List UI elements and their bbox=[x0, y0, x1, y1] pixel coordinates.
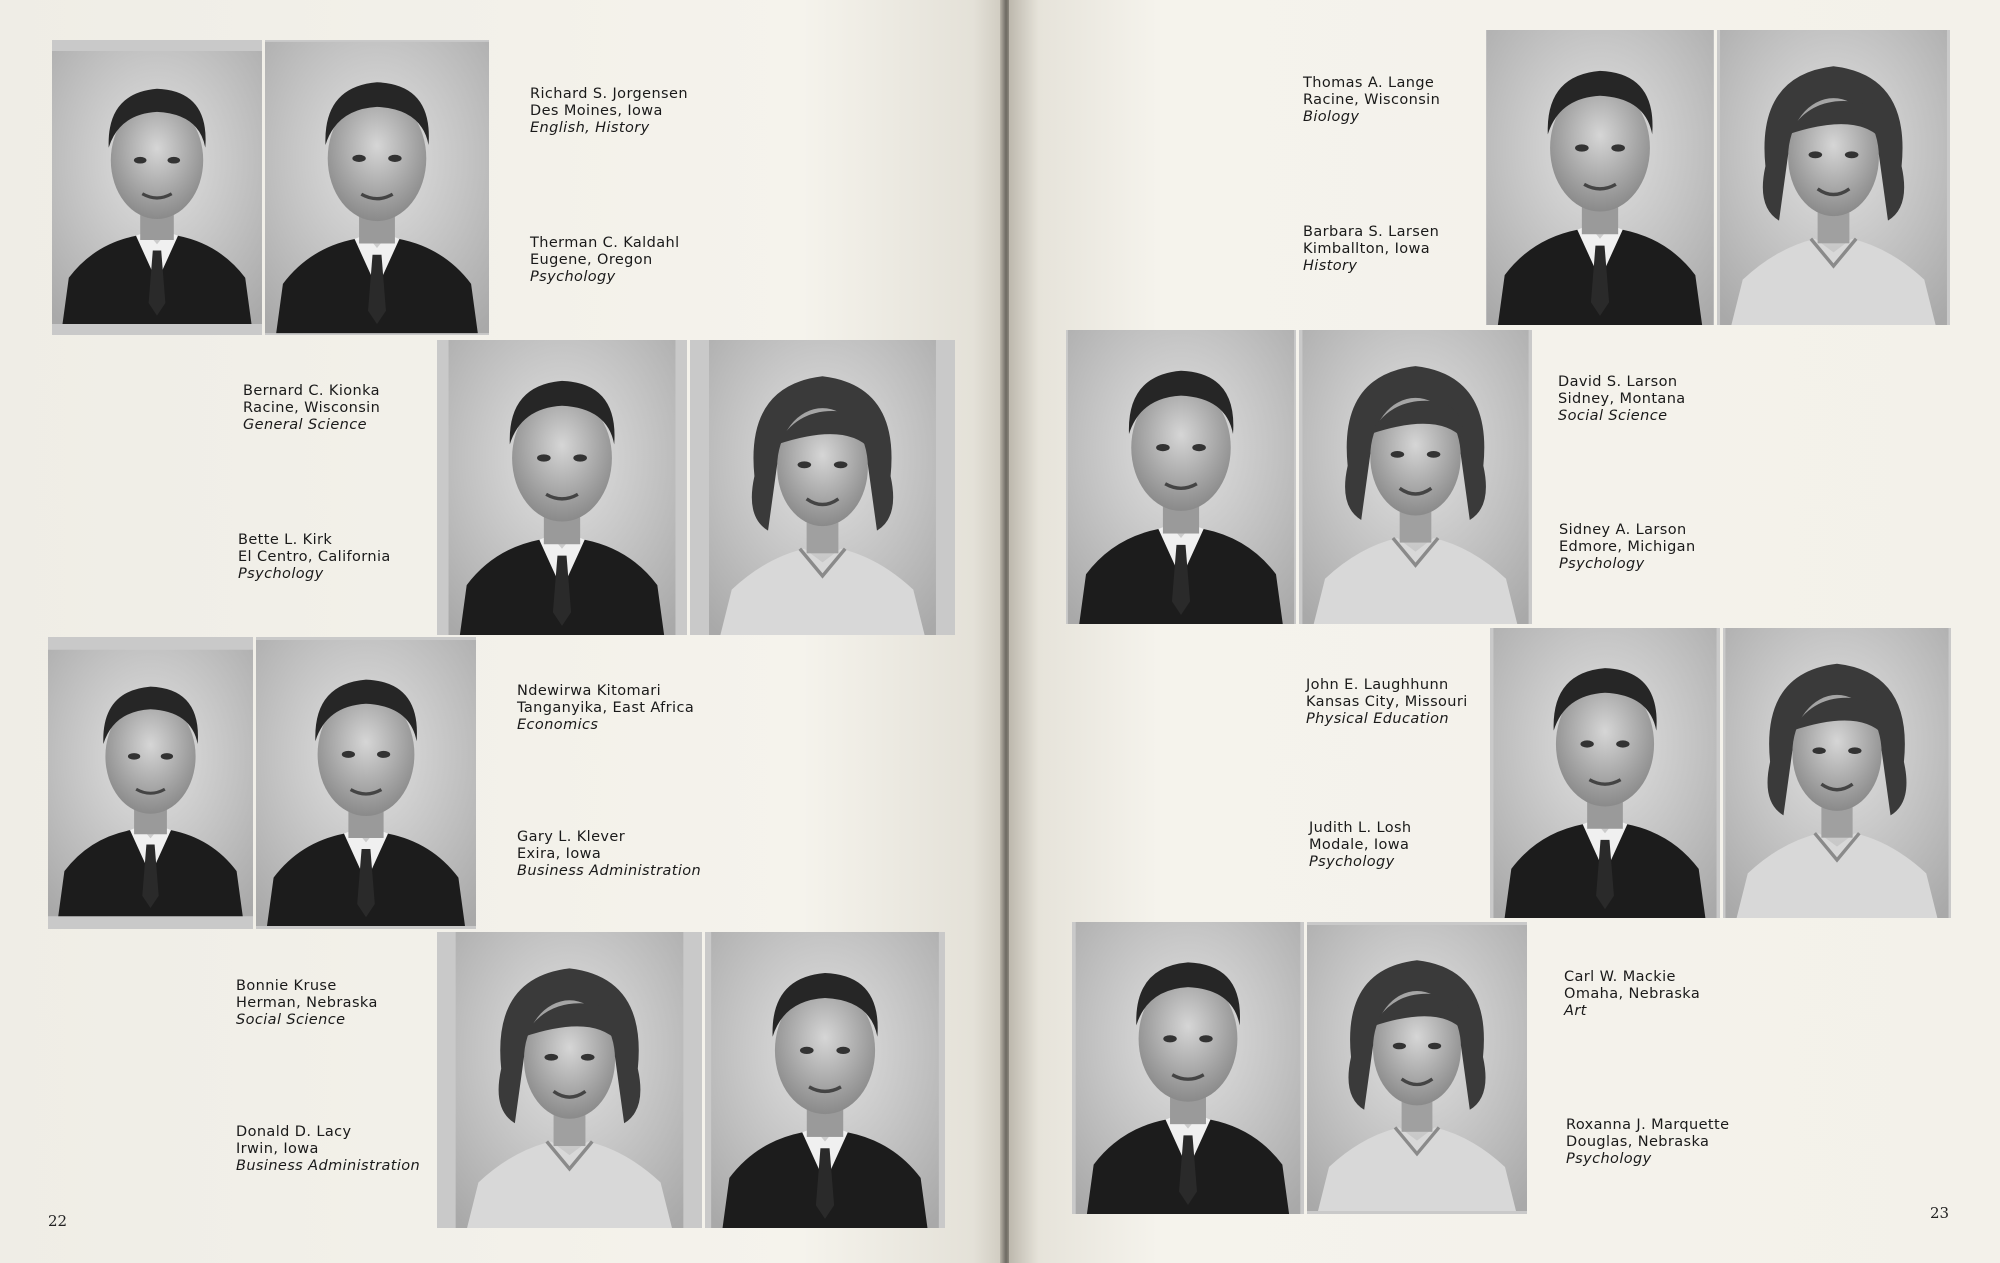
student-entry bbox=[236, 978, 378, 1029]
student-major: Psychology bbox=[1309, 854, 1395, 870]
student-entry bbox=[1306, 677, 1468, 728]
student-hometown: Des Moines, Iowa bbox=[530, 103, 663, 119]
student-major: Psychology bbox=[530, 269, 616, 285]
student-name: Donald D. Lacy bbox=[236, 1124, 352, 1140]
student-entry bbox=[238, 532, 391, 583]
student-entry bbox=[1303, 75, 1440, 126]
student-name: Gary L. Klever bbox=[517, 829, 626, 845]
portrait-photo-kirk bbox=[690, 340, 955, 635]
student-major: Physical Education bbox=[1306, 711, 1449, 727]
student-hometown: Modale, Iowa bbox=[1309, 837, 1410, 853]
student-name: Sidney A. Larson bbox=[1559, 522, 1687, 538]
student-entry bbox=[1564, 969, 1700, 1020]
student-major: Psychology bbox=[238, 566, 324, 582]
student-hometown: Racine, Wisconsin bbox=[243, 400, 381, 416]
student-major: Economics bbox=[517, 717, 599, 733]
student-entry bbox=[1309, 820, 1412, 871]
student-hometown: Edmore, Michigan bbox=[1559, 539, 1696, 555]
student-major: Biology bbox=[1303, 109, 1360, 125]
student-name: David S. Larson bbox=[1558, 374, 1678, 390]
student-name: Carl W. Mackie bbox=[1564, 969, 1676, 985]
student-hometown: Eugene, Oregon bbox=[530, 252, 653, 268]
portrait-photo-jorgensen bbox=[52, 40, 262, 335]
student-entry bbox=[236, 1124, 420, 1175]
student-entry bbox=[517, 829, 701, 880]
student-hometown: Irwin, Iowa bbox=[236, 1141, 319, 1157]
student-entry bbox=[1559, 522, 1696, 573]
student-name: Therman C. Kaldahl bbox=[530, 235, 680, 251]
portrait-photo-laughhunn bbox=[1490, 628, 1720, 918]
student-major: Business Administration bbox=[236, 1158, 421, 1174]
student-name: Judith L. Losh bbox=[1309, 820, 1412, 836]
portrait-photo-lacy bbox=[705, 932, 945, 1228]
portrait-photo-sidney-larson bbox=[1299, 330, 1532, 624]
student-entry bbox=[517, 683, 694, 734]
student-entry bbox=[1558, 374, 1686, 425]
student-hometown: Tanganyika, East Africa bbox=[517, 700, 695, 716]
student-major: Art bbox=[1564, 1003, 1587, 1019]
student-major: History bbox=[1303, 258, 1358, 274]
portrait-photo-david-larson bbox=[1066, 330, 1296, 624]
student-hometown: Herman, Nebraska bbox=[236, 995, 378, 1011]
portrait-photo-marquette bbox=[1307, 922, 1527, 1214]
student-hometown: Exira, Iowa bbox=[517, 846, 602, 862]
portrait-photo-losh bbox=[1723, 628, 1951, 918]
student-name: Barbara S. Larsen bbox=[1303, 224, 1440, 240]
page-number-left: 22 bbox=[48, 1212, 68, 1230]
portrait-photo-kruse bbox=[437, 932, 702, 1228]
student-major: General Science bbox=[243, 417, 367, 433]
portrait-photo-mackie bbox=[1072, 922, 1304, 1214]
student-hometown: Kimballton, Iowa bbox=[1303, 241, 1431, 257]
student-name: Bernard C. Kionka bbox=[243, 383, 380, 399]
portrait-photo-lange bbox=[1486, 30, 1714, 325]
student-hometown: Sidney, Montana bbox=[1558, 391, 1686, 407]
student-major: Psychology bbox=[1559, 556, 1645, 572]
student-name: John E. Laughhunn bbox=[1306, 677, 1449, 693]
student-entry bbox=[1566, 1117, 1729, 1168]
student-major: Psychology bbox=[1566, 1151, 1652, 1167]
student-name: Bette L. Kirk bbox=[238, 532, 333, 548]
student-hometown: Racine, Wisconsin bbox=[1303, 92, 1441, 108]
student-entry bbox=[1303, 224, 1439, 275]
student-name: Richard S. Jorgensen bbox=[530, 86, 688, 102]
student-major: English, History bbox=[530, 120, 650, 136]
student-entry bbox=[530, 86, 688, 137]
portrait-photo-kitomari bbox=[48, 637, 253, 929]
student-name: Ndewirwa Kitomari bbox=[517, 683, 662, 699]
student-entry bbox=[243, 383, 380, 434]
portrait-photo-larsen bbox=[1717, 30, 1950, 325]
page-number-right: 23 bbox=[1930, 1204, 1950, 1222]
student-major: Business Administration bbox=[517, 863, 702, 879]
student-hometown: Kansas City, Missouri bbox=[1306, 694, 1468, 710]
student-entry bbox=[530, 235, 680, 286]
student-name: Bonnie Kruse bbox=[236, 978, 337, 994]
portrait-photo-kionka bbox=[437, 340, 687, 635]
portrait-photo-klever bbox=[256, 637, 476, 929]
student-hometown: El Centro, California bbox=[238, 549, 391, 565]
student-major: Social Science bbox=[236, 1012, 346, 1028]
student-hometown: Omaha, Nebraska bbox=[1564, 986, 1701, 1002]
student-hometown: Douglas, Nebraska bbox=[1566, 1134, 1710, 1150]
student-name: Thomas A. Lange bbox=[1303, 75, 1435, 91]
portrait-photo-kaldahl bbox=[265, 40, 489, 335]
student-major: Social Science bbox=[1558, 408, 1668, 424]
student-name: Roxanna J. Marquette bbox=[1566, 1117, 1730, 1133]
